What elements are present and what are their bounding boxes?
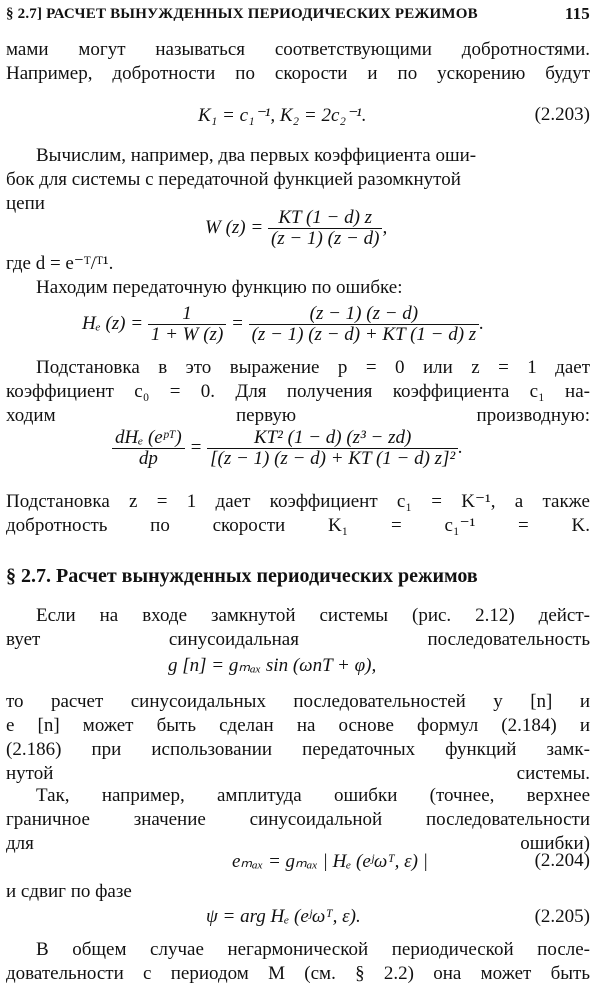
running-head-section: § 2.7] РАСЧЕТ ВЫНУЖДЕННЫХ ПЕРИОДИЧЕСКИХ РЕЖИМОВ bbox=[6, 6, 478, 22]
fraction bbox=[112, 428, 185, 469]
paragraph-1 bbox=[6, 38, 590, 86]
text-line: где d = e⁻ᵀ/ᵀ¹. bbox=[6, 253, 114, 274]
paragraph-2 bbox=[6, 144, 590, 216]
equation-number-2-205: (2.205) bbox=[534, 906, 590, 927]
paragraph-9 bbox=[6, 880, 590, 904]
fraction-denominator: dp bbox=[138, 448, 158, 469]
fraction-denominator: (z − 1) (z − d) bbox=[270, 228, 380, 249]
page-number: 115 bbox=[564, 4, 590, 23]
text-line: цепи bbox=[6, 193, 45, 214]
paragraph-10 bbox=[6, 938, 590, 986]
where-line bbox=[6, 252, 590, 276]
section-heading: § 2.7. Расчет вынужденных периодических режимов bbox=[6, 565, 478, 587]
paragraph-8 bbox=[6, 784, 590, 856]
fraction-numerator: (z − 1) (z − d) bbox=[249, 304, 480, 325]
equation-g: g [n] = gₘₐₓ sin (ωnT + φ), bbox=[168, 655, 377, 676]
fraction-denominator: (z − 1) (z − d) + KT (1 − d) z bbox=[251, 324, 477, 345]
text-line: вует синусоидальная последовательность bbox=[6, 629, 590, 650]
text-line: для ошибки) bbox=[6, 833, 590, 854]
text-line: бок для системы с передаточной функцией разомкнутой bbox=[6, 169, 461, 190]
equation-number-2-204: (2.204) bbox=[534, 850, 590, 871]
equation-W bbox=[205, 208, 387, 249]
text-line: В общем случае негармонической периодической после- bbox=[36, 939, 590, 960]
text-line: Например, добротности по скорости и по ускорению будут bbox=[6, 63, 590, 84]
fraction bbox=[268, 208, 383, 249]
paragraph-4 bbox=[6, 356, 590, 428]
text-line: граничное значение синусоидальной последовательности bbox=[6, 809, 590, 830]
fraction-numerator: dHₑ (eᵖᵀ) bbox=[112, 428, 185, 449]
equation-2-203: K₁ = c₁⁻¹, K₂ = 2c₂⁻¹. bbox=[198, 105, 367, 126]
text-line: нутой системы. bbox=[6, 763, 590, 784]
equation-lhs: Hₑ (z) = bbox=[82, 312, 144, 334]
paragraph-3 bbox=[6, 276, 590, 300]
fraction-denominator: 1 + W (z) bbox=[150, 324, 224, 345]
fraction-numerator: KT (1 − d) z bbox=[268, 208, 383, 229]
paragraph-7 bbox=[6, 690, 590, 786]
equation-tail: . bbox=[479, 312, 484, 334]
fraction bbox=[207, 428, 458, 469]
fraction-denominator: [(z − 1) (z − d) + KT (1 − d) z]² bbox=[210, 448, 456, 469]
equals-sign: = bbox=[189, 436, 203, 458]
text-line: ходим первую производную: bbox=[6, 405, 590, 426]
text-line: довательности с периодом M (см. § 2.2) она может быть bbox=[6, 963, 590, 984]
text-line: коэффициент c₀ = 0. Для получения коэффициента c₁ на- bbox=[6, 381, 590, 402]
equation-lhs: W (z) = bbox=[205, 216, 264, 238]
text-line: мами могут называться соответствующими добротностями. bbox=[6, 39, 590, 60]
paragraph-6 bbox=[6, 604, 590, 652]
equation-tail: . bbox=[458, 436, 463, 458]
equation-2-204: eₘₐₓ = gₘₐₓ | Hₑ (eʲωᵀ, ε) | bbox=[232, 851, 428, 872]
text-line: добротность по скорости K₁ = c₁⁻¹ = K. bbox=[6, 515, 590, 536]
equals-sign: = bbox=[231, 312, 244, 334]
equation-number-2-203: (2.203) bbox=[534, 104, 590, 125]
text-line: Так, например, амплитуда ошибки (точнее, верхнее bbox=[36, 785, 590, 806]
fraction bbox=[249, 304, 480, 345]
text-line: Находим передаточную функцию по ошибке: bbox=[36, 277, 403, 298]
text-line: и сдвиг по фазе bbox=[6, 881, 132, 902]
fraction-numerator: 1 bbox=[148, 304, 226, 325]
equation-tail: , bbox=[382, 216, 388, 238]
paragraph-5 bbox=[6, 490, 590, 538]
text-line: e [n] может быть сделан на основе формул (2.184) и bbox=[6, 715, 590, 736]
equation-He bbox=[82, 304, 484, 345]
equation-derivative bbox=[112, 428, 463, 469]
text-line: (2.186) при использовании передаточных функций замк- bbox=[6, 739, 590, 760]
text-line: то расчет синусоидальных последовательностей y [n] и bbox=[6, 691, 590, 712]
text-line: Вычислим, например, два первых коэффициента оши- bbox=[36, 145, 477, 166]
equation-2-205: ψ = arg Hₑ (eʲωᵀ, ε). bbox=[206, 906, 361, 927]
text-line: Если на входе замкнутой системы (рис. 2.12) дейст- bbox=[36, 605, 590, 626]
text-line: Подстановка z = 1 дает коэффициент c₁ = K⁻¹, а также bbox=[6, 491, 590, 512]
text-line: Подстановка в это выражение p = 0 или z = 1 дает bbox=[36, 357, 590, 378]
fraction-numerator: KT² (1 − d) (z³ − zd) bbox=[207, 428, 458, 449]
running-head bbox=[6, 4, 590, 26]
fraction bbox=[148, 304, 226, 345]
